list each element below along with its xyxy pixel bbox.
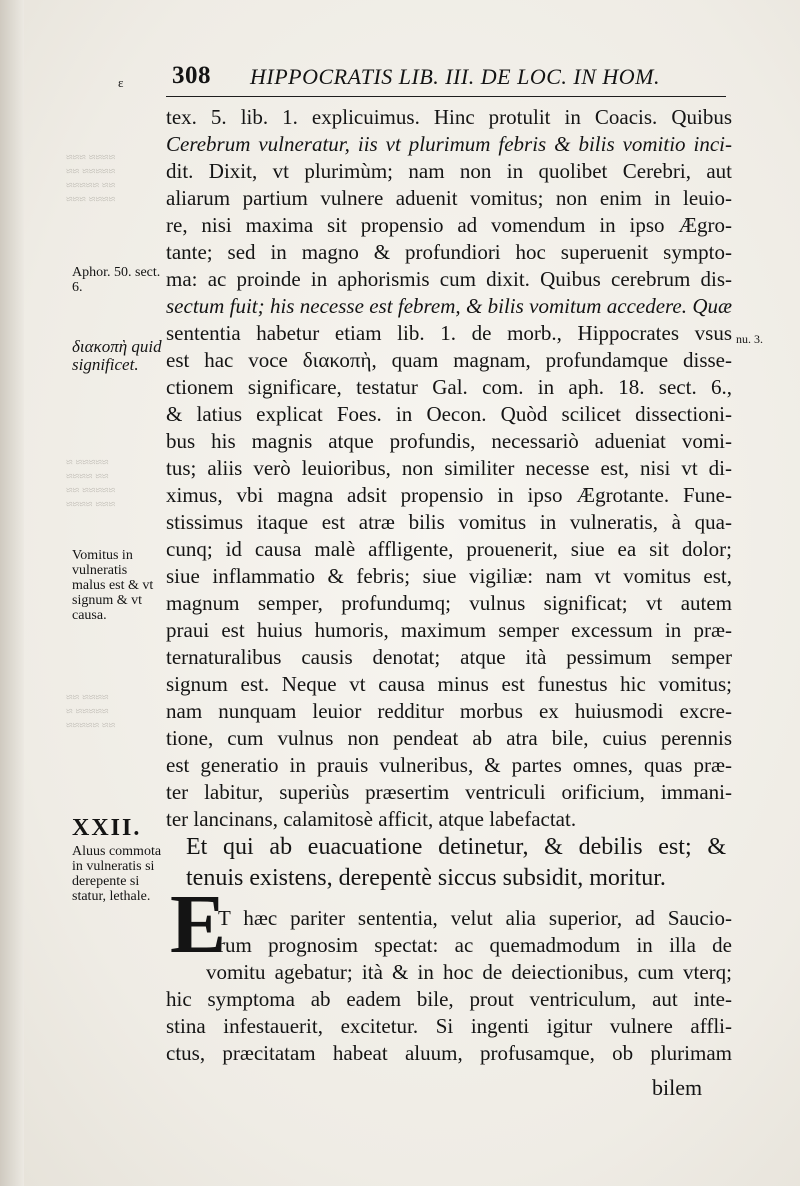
aphorism-text	[186, 832, 726, 894]
aphorism-line: tenuis existens, derepentè siccus subsidit, moritur.	[186, 865, 666, 891]
margin-note-right: nu. 3.	[736, 332, 763, 346]
text-line: tus; aliis verò leuioribus, non similiter necesse est, nisi vt di-	[166, 456, 732, 480]
text-line: ximus, vbi magna adsit propensio in ipso Ægrotante. Fune-	[166, 483, 732, 507]
margin-note-aluus: Aluus commota in vulneratis si derepente si statur, lethale.	[72, 844, 162, 904]
text-line: stissimus itaque est atræ bilis vomitus in vulneratis, à qua-	[166, 510, 732, 534]
text-line: ctionem significare, testatur Gal. com. in aph. 18. sect. 6.,	[166, 375, 732, 399]
text-line: rum prognosim spectat: ac quemadmodum in illa de	[218, 933, 732, 957]
text-line: T hæc pariter sententia, velut alia superior, ad Saucio-	[218, 906, 732, 930]
text-line: cunq; id causa malè affligente, prouenerit, siue ea sit dolor;	[166, 537, 732, 561]
text-line: tante; sed in magno & profundiori hoc superuenit sympto-	[166, 240, 732, 264]
show-through-3: ≈≈≈≈ ≈≈ ≈≈≈≈≈ ≈ ≈≈ ≈≈≈≈≈	[66, 690, 116, 732]
margin-note-aphorism-ref: Aphor. 50. sect. 6.	[72, 265, 161, 295]
show-through-2: ≈≈≈≈≈ ≈ ≈≈ ≈≈≈≈ ≈≈≈≈≈ ≈≈ ≈≈≈ ≈≈≈≈	[66, 455, 116, 511]
margin-note-vomitus: Vomitus in vulneratis malus est & vt signum & vt causa.	[72, 548, 154, 623]
text-line: hic symptoma ab eadem bile, prout ventriculum, aut inte-	[166, 987, 732, 1011]
text-line: magnum semper, profundumq; vulnus significat; vt autem	[166, 591, 732, 615]
text-line: est hac voce διακοπὴ, quam magnam, profundamque disse-	[166, 348, 732, 372]
commentary-paragraph-2	[166, 905, 732, 1067]
text-line: & latius explicat Foes. in Oecon. Quòd scilicet dissectioni-	[166, 402, 732, 426]
text-line: tex. 5. lib. 1. explicuimus. Hinc protulit in Coacis. Quibus	[166, 105, 732, 129]
text-line: nam nunquam leuior redditur morbus ex huiusmodi excre-	[166, 699, 732, 723]
text-line: ma: ac proinde in aphorismis cum dixit. Quibus cerebrum dis-	[166, 267, 732, 291]
text-line: ctus, præcitatam habeat aluum, profusamque, ob plurimam	[166, 1041, 732, 1065]
text-line: tione, cum vulnus non pendeat ab atra bile, cuius perennis	[166, 726, 732, 750]
catchword: bilem	[652, 1075, 703, 1100]
text-line: signum est. Neque vt causa minus est funestus hic vomitus;	[166, 672, 732, 696]
text-line: ternaturalibus causis denotat; atque ità pessimum semper	[166, 645, 732, 669]
page-spine-shadow	[0, 0, 24, 1186]
aphorism-line: Et qui ab euacuatione detinetur, & debilis est; &	[186, 834, 726, 860]
text-line: re, nisi maxima sit propensio ad vomendum in ipso Ægro-	[166, 213, 732, 237]
text-line: sententia habetur etiam lib. 1. de morb., Hippocrates vsus	[166, 321, 732, 345]
text-line: aliarum partium vulnere aduenit vomitus; non enim in leuio-	[166, 186, 732, 210]
text-line: Cerebrum vulneratur, iis vt plurimum febris & bilis vomitio inci-	[166, 132, 732, 156]
text-line: bus his magnis atque profundis, necessariò adueniat vomi-	[166, 429, 732, 453]
text-line: sectum fuit; his necesse est febrem, & bilis vomitum accedere. Quæ	[166, 294, 732, 318]
text-line: dit. Dixit, vt plurimùm; nam non in quolibet Cerebri, aut	[166, 159, 732, 183]
page-number: 308	[172, 62, 211, 89]
show-through-1: ≈≈≈≈ ≈≈≈ ≈≈≈≈≈ ≈≈ ≈≈ ≈≈≈≈≈ ≈≈≈≈ ≈≈≈	[66, 150, 116, 206]
running-title: HIPPOCRATIS LIB. III. DE LOC. IN HOM.	[250, 64, 660, 89]
text-line: est generatio in prauis vulneribus, & partes omnes, quas præ-	[166, 753, 732, 777]
commentary-paragraph-1	[166, 104, 732, 833]
drop-cap: E	[170, 878, 227, 971]
text-line: ter labitur, superiùs præsertim ventriculi orificium, immani-	[166, 780, 732, 804]
margin-note-greek-term: διακοπὴ quid significet.	[72, 337, 162, 374]
text-line: siue inflammatio & febris; siue vigiliæ: nam vt vomitus est,	[166, 564, 732, 588]
text-line: praui est huius humoris, maximum semper excessum in præ-	[166, 618, 732, 642]
text-line: ter lancinans, calamitosè afficit, atque labefactat.	[166, 807, 577, 831]
aphorism-number: XXII.	[72, 815, 142, 841]
text-line: stina infestauerit, excitetur. Si ingenti igitur vulnere affli-	[166, 1014, 732, 1038]
header-rule	[166, 96, 726, 97]
text-line: vomitu agebatur; ità & in hoc de deiectionibus, cum vterq;	[206, 960, 732, 984]
corner-mark: ε	[118, 75, 124, 90]
running-header	[172, 62, 692, 96]
